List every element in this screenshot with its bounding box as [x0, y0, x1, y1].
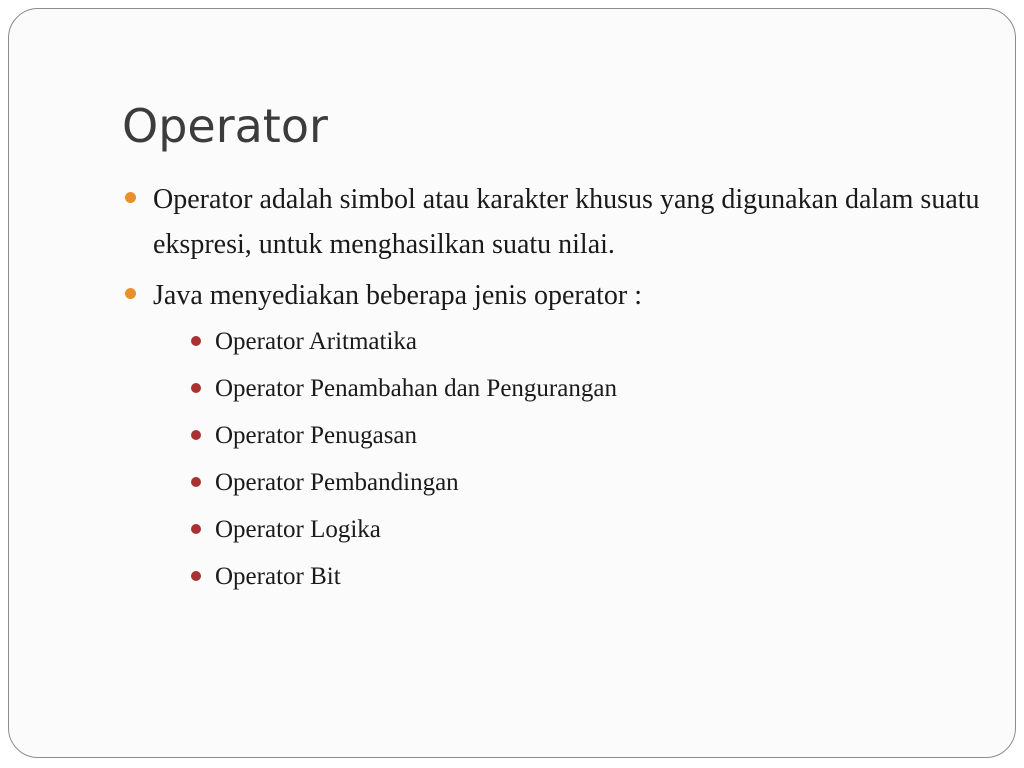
sub-bullet-text: Operator Penambahan dan Pengurangan [215, 375, 617, 402]
red-dot-bullet-icon [191, 383, 201, 393]
red-dot-bullet-icon [191, 571, 201, 581]
sub-bullet-item-penugasan [153, 412, 982, 459]
sub-bullet-text: Operator Penugasan [215, 422, 418, 449]
sub-bullet-text: Operator Logika [215, 516, 381, 543]
red-dot-bullet-icon [191, 430, 201, 440]
bullet-item [122, 177, 982, 267]
sub-bullet-item-aritmatika [153, 318, 982, 365]
red-dot-bullet-icon [191, 524, 201, 534]
orange-dot-bullet-icon [125, 192, 136, 203]
sub-bullet-text: Operator Pembandingan [215, 469, 459, 496]
red-dot-bullet-icon [191, 336, 201, 346]
sub-bullet-item-pembandingan [153, 459, 982, 506]
bullet-list [122, 177, 982, 606]
sub-bullet-list [153, 318, 982, 600]
red-dot-bullet-icon [191, 477, 201, 487]
bullet-text: Java menyediakan beberapa jenis operator : [153, 280, 643, 311]
bullet-item [122, 273, 982, 600]
slide [8, 8, 1016, 758]
sub-bullet-item-logika [153, 506, 982, 553]
bullet-text: Operator adalah simbol atau karakter khusus yang digunakan dalam suatu ekspresi, untuk menghasilkan suatu nilai. [153, 184, 980, 260]
slide-title: Operator [122, 99, 328, 153]
orange-dot-bullet-icon [125, 288, 136, 299]
sub-bullet-text: Operator Bit [215, 563, 341, 590]
sub-bullet-item-penambahan [153, 365, 982, 412]
sub-bullet-text: Operator Aritmatika [215, 328, 418, 355]
sub-bullet-item-bit [153, 553, 982, 600]
